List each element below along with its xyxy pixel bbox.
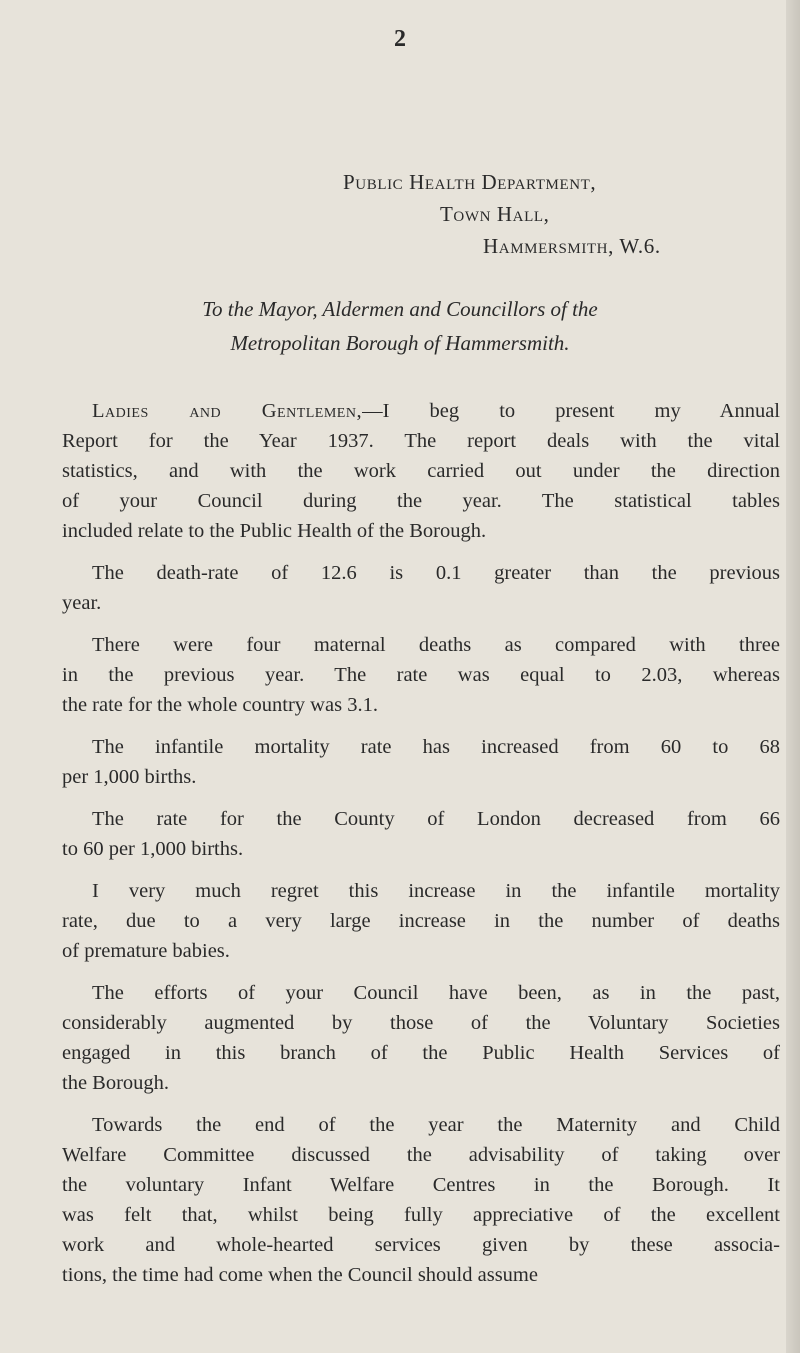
paragraph <box>62 558 780 618</box>
text-line: included relate to the Public Health of the Borough. <box>62 520 487 542</box>
paragraph <box>62 630 780 720</box>
paragraph <box>62 876 780 966</box>
text-line: statistics, and with the work carried out under the direction <box>62 460 780 482</box>
page-number: 2 <box>394 26 406 52</box>
text-line: the rate for the whole country was 3.1. <box>62 694 378 716</box>
address-line-2: Town Hall, <box>440 202 550 226</box>
text-line: Welfare Committee discussed the advisability of taking over <box>62 1144 780 1166</box>
text-line: engaged in this branch of the Public Health Services of <box>62 1042 780 1064</box>
text-line: Ladies and Gentlemen,—I beg to present my Annual <box>92 400 781 422</box>
text-line: to 60 per 1,000 births. <box>62 838 244 860</box>
text-line: The death-rate of 12.6 is 0.1 greater than the previous <box>92 562 780 584</box>
text-line: rate, due to a very large increase in the number of deaths <box>62 910 780 932</box>
paragraph <box>62 732 780 792</box>
text-line: Report for the Year 1937. The report deals with the vital <box>62 430 780 452</box>
opening-salutation: Ladies and Gentlemen, <box>92 400 363 422</box>
text-line: The infantile mortality rate has increased from 60 to 68 <box>92 736 780 758</box>
text-line: considerably augmented by those of the Voluntary Societies <box>62 1012 780 1034</box>
text-line: of your Council during the year. The statistical tables <box>62 490 780 512</box>
text-line: The rate for the County of London decreased from 66 <box>92 808 780 830</box>
text-line: of premature babies. <box>62 940 230 962</box>
address-line-3: Hammersmith, W.6. <box>483 234 661 258</box>
text-line: in the previous year. The rate was equal to 2.03, whereas <box>62 664 780 686</box>
address-line-1: Public Health Department, <box>343 170 597 194</box>
paragraph <box>62 978 780 1098</box>
text-line: There were four maternal deaths as compared with three <box>92 634 780 656</box>
salutation-line-1: To the Mayor, Aldermen and Councillors of the <box>202 297 598 321</box>
text-line: I very much regret this increase in the infantile mortality <box>92 880 780 902</box>
salutation-line-2: Metropolitan Borough of Hammersmith. <box>230 331 570 355</box>
text-line: The efforts of your Council have been, as in the past, <box>92 982 780 1004</box>
text-line: work and whole-hearted services given by these associa- <box>62 1234 780 1256</box>
paragraph <box>62 396 780 546</box>
text-line: per 1,000 births. <box>62 766 197 788</box>
text-line: Towards the end of the year the Maternity and Child <box>92 1114 780 1136</box>
text-line: year. <box>62 592 102 614</box>
text-line: the Borough. <box>62 1072 170 1094</box>
text-line: tions, the time had come when the Council should assume <box>62 1264 538 1286</box>
text-line: the voluntary Infant Welfare Centres in the Borough. It <box>62 1174 780 1196</box>
paragraph <box>62 1110 780 1290</box>
letter-body <box>62 396 780 1302</box>
paragraph <box>62 804 780 864</box>
text-line: was felt that, whilst being fully appreciative of the excellent <box>62 1204 780 1226</box>
page-edge <box>786 0 800 1353</box>
